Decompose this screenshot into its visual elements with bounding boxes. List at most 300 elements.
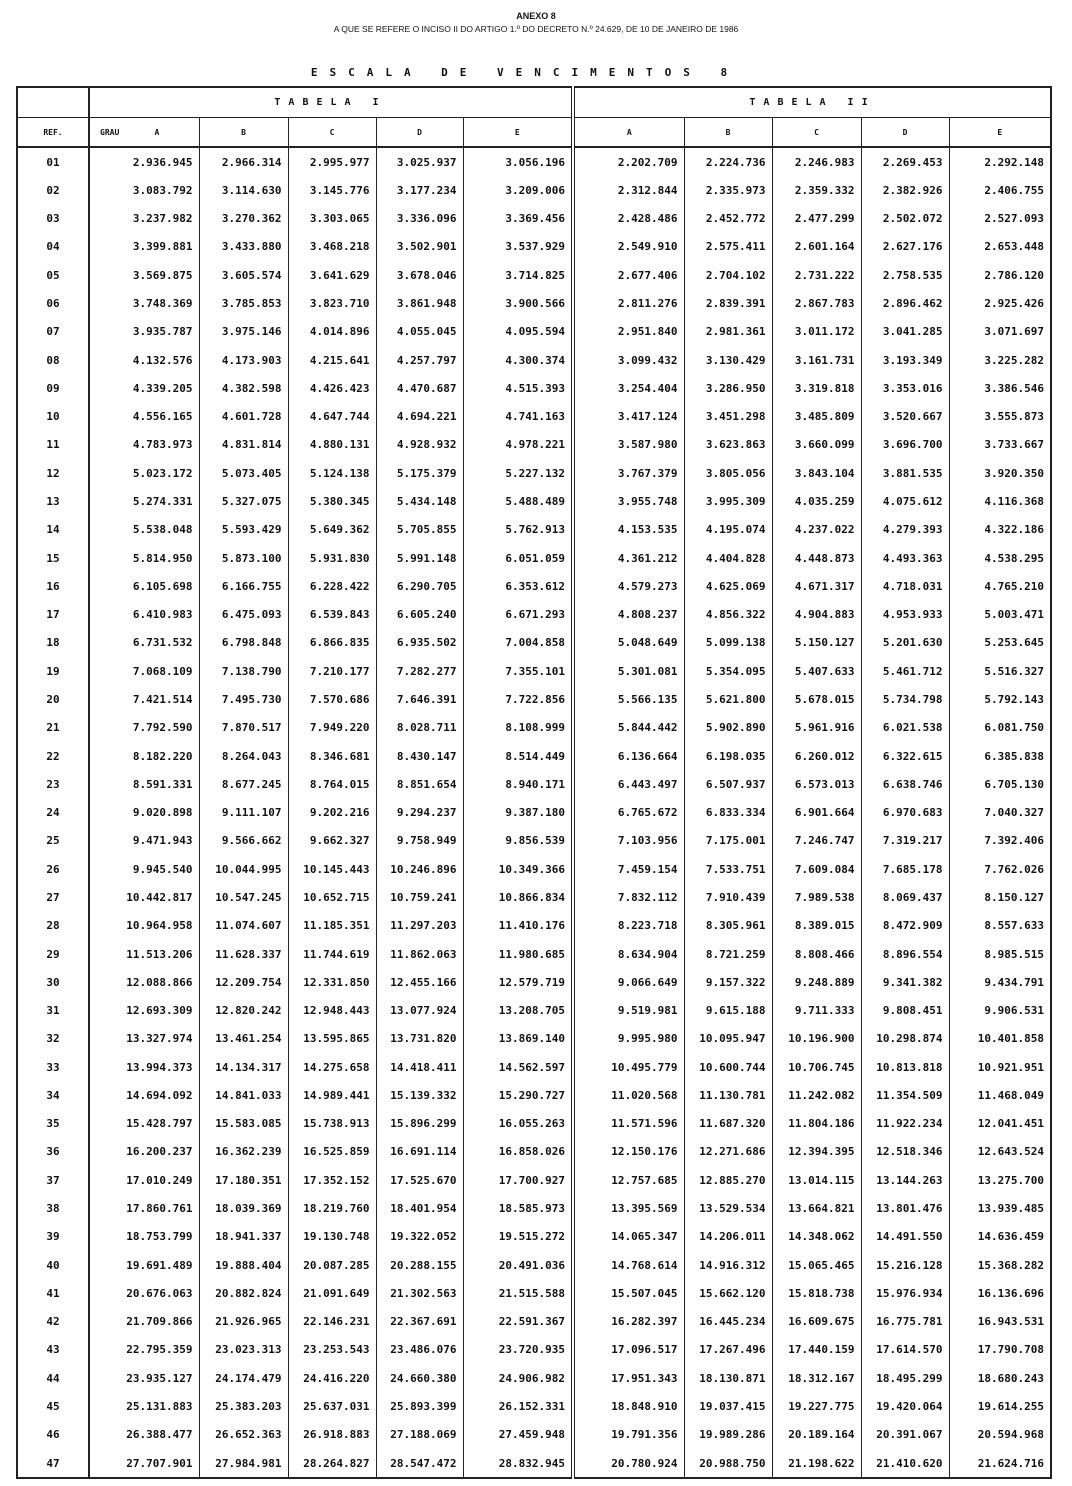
- value-cell: 8.677.245: [199, 770, 288, 798]
- value-cell: 26.918.883: [288, 1421, 376, 1449]
- table-row: [17, 1166, 1051, 1194]
- value-cell: 13.801.476: [861, 1194, 949, 1222]
- value-cell: 13.327.974: [89, 1025, 199, 1053]
- value-cell: 4.075.612: [861, 487, 949, 515]
- value-cell: 3.417.124: [573, 403, 684, 431]
- table-row: [17, 742, 1051, 770]
- value-cell: 8.346.681: [288, 742, 376, 770]
- ref-cell: 38: [17, 1194, 89, 1222]
- value-cell: 14.275.658: [288, 1053, 376, 1081]
- value-cell: 4.470.687: [376, 374, 463, 402]
- ref-cell: 47: [17, 1449, 89, 1478]
- value-cell: 8.557.633: [949, 912, 1051, 940]
- value-cell: 25.637.031: [288, 1392, 376, 1420]
- value-cell: 4.055.045: [376, 318, 463, 346]
- value-cell: 9.758.949: [376, 827, 463, 855]
- table-column-header: [17, 118, 1051, 148]
- value-cell: 21.624.716: [949, 1449, 1051, 1478]
- ref-cell: 29: [17, 940, 89, 968]
- value-cell: 8.264.043: [199, 742, 288, 770]
- value-cell: 10.442.817: [89, 883, 199, 911]
- value-cell: 2.995.977: [288, 147, 376, 176]
- value-cell: 12.041.451: [949, 1110, 1051, 1138]
- ref-cell: 32: [17, 1025, 89, 1053]
- value-cell: 6.765.672: [573, 798, 684, 826]
- value-cell: 4.928.932: [376, 431, 463, 459]
- value-cell: 7.103.956: [573, 827, 684, 855]
- value-cell: 3.605.574: [199, 261, 288, 289]
- table-row: [17, 1336, 1051, 1364]
- value-cell: 19.791.356: [573, 1421, 684, 1449]
- value-cell: 4.765.210: [949, 572, 1051, 600]
- table-row: [17, 374, 1051, 402]
- value-cell: 13.275.700: [949, 1166, 1051, 1194]
- value-cell: 8.150.127: [949, 883, 1051, 911]
- table-row: [17, 1138, 1051, 1166]
- tabela-1-title: TABELA I: [89, 87, 573, 118]
- value-cell: 4.904.883: [772, 601, 861, 629]
- value-cell: 7.068.109: [89, 657, 199, 685]
- table-row: [17, 1110, 1051, 1138]
- value-cell: 17.700.927: [463, 1166, 573, 1194]
- value-cell: 6.833.334: [684, 798, 772, 826]
- value-cell: 24.174.479: [199, 1364, 288, 1392]
- value-cell: 7.459.154: [573, 855, 684, 883]
- value-cell: 9.808.451: [861, 996, 949, 1024]
- value-cell: 3.569.875: [89, 261, 199, 289]
- value-cell: 9.906.531: [949, 996, 1051, 1024]
- value-cell: 3.823.710: [288, 289, 376, 317]
- value-cell: 14.134.317: [199, 1053, 288, 1081]
- value-cell: 5.407.633: [772, 657, 861, 685]
- value-cell: 3.011.172: [772, 318, 861, 346]
- ref-cell: 10: [17, 403, 89, 431]
- value-cell: 22.146.231: [288, 1308, 376, 1336]
- value-cell: 13.731.820: [376, 1025, 463, 1053]
- value-cell: 3.099.432: [573, 346, 684, 374]
- value-cell: 26.652.363: [199, 1421, 288, 1449]
- value-cell: 10.964.958: [89, 912, 199, 940]
- table-row: [17, 1392, 1051, 1420]
- table-row: [17, 1308, 1051, 1336]
- value-cell: 3.881.535: [861, 459, 949, 487]
- value-cell: 15.662.120: [684, 1279, 772, 1307]
- value-cell: 4.515.393: [463, 374, 573, 402]
- value-cell: 25.383.203: [199, 1392, 288, 1420]
- value-cell: 7.421.514: [89, 685, 199, 713]
- value-cell: 2.452.772: [684, 205, 772, 233]
- column-header-tabela1-e: E: [463, 118, 573, 148]
- ref-cell: 12: [17, 459, 89, 487]
- value-cell: 6.638.746: [861, 770, 949, 798]
- value-cell: 16.200.237: [89, 1138, 199, 1166]
- value-cell: 2.527.093: [949, 205, 1051, 233]
- value-cell: 20.087.285: [288, 1251, 376, 1279]
- value-cell: 2.936.945: [89, 147, 199, 176]
- value-cell: 3.748.369: [89, 289, 199, 317]
- value-cell: 7.609.084: [772, 855, 861, 883]
- value-cell: 6.901.664: [772, 798, 861, 826]
- value-cell: 5.461.712: [861, 657, 949, 685]
- value-cell: 3.900.566: [463, 289, 573, 317]
- value-cell: 22.795.359: [89, 1336, 199, 1364]
- value-cell: 5.227.132: [463, 459, 573, 487]
- ref-cell: 40: [17, 1251, 89, 1279]
- value-cell: 3.660.099: [772, 431, 861, 459]
- ref-cell: 36: [17, 1138, 89, 1166]
- value-cell: 9.856.539: [463, 827, 573, 855]
- value-cell: 4.195.074: [684, 516, 772, 544]
- value-cell: 8.985.515: [949, 940, 1051, 968]
- value-cell: 27.188.069: [376, 1421, 463, 1449]
- value-cell: 4.426.423: [288, 374, 376, 402]
- value-cell: 3.286.950: [684, 374, 772, 402]
- value-cell: 5.678.015: [772, 685, 861, 713]
- value-cell: 6.260.012: [772, 742, 861, 770]
- ref-cell: 31: [17, 996, 89, 1024]
- ref-cell: 18: [17, 629, 89, 657]
- value-cell: 2.601.164: [772, 233, 861, 261]
- table-row: [17, 147, 1051, 176]
- value-cell: 10.044.995: [199, 855, 288, 883]
- column-header-tabela2-d: D: [861, 118, 949, 148]
- value-cell: 2.951.840: [573, 318, 684, 346]
- table-row: [17, 318, 1051, 346]
- value-cell: 4.694.221: [376, 403, 463, 431]
- value-cell: 3.678.046: [376, 261, 463, 289]
- value-cell: 3.145.776: [288, 176, 376, 204]
- value-cell: 12.394.395: [772, 1138, 861, 1166]
- value-cell: 10.495.779: [573, 1053, 684, 1081]
- value-cell: 24.906.982: [463, 1364, 573, 1392]
- value-cell: 2.966.314: [199, 147, 288, 176]
- value-cell: 13.664.821: [772, 1194, 861, 1222]
- table-row: [17, 176, 1051, 204]
- table-row: [17, 572, 1051, 600]
- value-cell: 5.991.148: [376, 544, 463, 572]
- value-cell: 7.989.538: [772, 883, 861, 911]
- value-cell: 3.433.880: [199, 233, 288, 261]
- value-cell: 3.451.298: [684, 403, 772, 431]
- value-cell: 7.685.178: [861, 855, 949, 883]
- value-cell: 19.989.286: [684, 1421, 772, 1449]
- value-cell: 10.401.858: [949, 1025, 1051, 1053]
- value-cell: 2.502.072: [861, 205, 949, 233]
- value-cell: 7.792.590: [89, 714, 199, 742]
- value-cell: 4.625.069: [684, 572, 772, 600]
- value-cell: 6.866.835: [288, 629, 376, 657]
- value-cell: 6.798.848: [199, 629, 288, 657]
- value-cell: 2.925.426: [949, 289, 1051, 317]
- value-cell: 6.539.843: [288, 601, 376, 629]
- value-cell: 12.757.685: [573, 1166, 684, 1194]
- value-cell: 3.714.825: [463, 261, 573, 289]
- value-cell: 14.348.062: [772, 1223, 861, 1251]
- value-cell: 3.641.629: [288, 261, 376, 289]
- table-row: [17, 459, 1051, 487]
- value-cell: 3.935.787: [89, 318, 199, 346]
- value-cell: 9.111.107: [199, 798, 288, 826]
- value-cell: 4.173.903: [199, 346, 288, 374]
- value-cell: 3.237.982: [89, 205, 199, 233]
- value-cell: 5.354.095: [684, 657, 772, 685]
- value-cell: 6.198.035: [684, 742, 772, 770]
- value-cell: 2.335.973: [684, 176, 772, 204]
- value-cell: 12.150.176: [573, 1138, 684, 1166]
- value-cell: 8.851.654: [376, 770, 463, 798]
- value-cell: 3.955.748: [573, 487, 684, 515]
- value-cell: 19.322.052: [376, 1223, 463, 1251]
- value-cell: 17.352.152: [288, 1166, 376, 1194]
- value-cell: 4.448.873: [772, 544, 861, 572]
- value-cell: 16.609.675: [772, 1308, 861, 1336]
- value-cell: 5.003.471: [949, 601, 1051, 629]
- table-row: [17, 1279, 1051, 1307]
- ref-cell: 17: [17, 601, 89, 629]
- value-cell: 11.571.596: [573, 1110, 684, 1138]
- value-cell: 6.573.013: [772, 770, 861, 798]
- value-cell: 7.319.217: [861, 827, 949, 855]
- table-row: [17, 770, 1051, 798]
- value-cell: 11.687.320: [684, 1110, 772, 1138]
- value-cell: 17.790.708: [949, 1336, 1051, 1364]
- value-cell: 17.860.761: [89, 1194, 199, 1222]
- ref-cell: 02: [17, 176, 89, 204]
- value-cell: 3.805.056: [684, 459, 772, 487]
- value-cell: 6.475.093: [199, 601, 288, 629]
- value-cell: 25.893.399: [376, 1392, 463, 1420]
- ref-cell: 04: [17, 233, 89, 261]
- value-cell: 2.477.299: [772, 205, 861, 233]
- value-cell: 15.976.934: [861, 1279, 949, 1307]
- value-cell: 5.488.489: [463, 487, 573, 515]
- value-cell: 8.108.999: [463, 714, 573, 742]
- ref-cell: 28: [17, 912, 89, 940]
- value-cell: 5.566.135: [573, 685, 684, 713]
- value-cell: 14.206.011: [684, 1223, 772, 1251]
- value-cell: 10.196.900: [772, 1025, 861, 1053]
- table-row: [17, 544, 1051, 572]
- value-cell: 14.065.347: [573, 1223, 684, 1251]
- value-cell: 14.491.550: [861, 1223, 949, 1251]
- value-cell: 19.515.272: [463, 1223, 573, 1251]
- ref-cell: 39: [17, 1223, 89, 1251]
- value-cell: 4.856.322: [684, 601, 772, 629]
- value-cell: 14.418.411: [376, 1053, 463, 1081]
- value-cell: 28.264.827: [288, 1449, 376, 1478]
- value-cell: 15.428.797: [89, 1110, 199, 1138]
- value-cell: 15.818.738: [772, 1279, 861, 1307]
- column-header-tabela2-a: A: [573, 118, 684, 148]
- value-cell: 9.434.791: [949, 968, 1051, 996]
- value-cell: 3.485.809: [772, 403, 861, 431]
- value-cell: 12.271.686: [684, 1138, 772, 1166]
- value-cell: 9.566.662: [199, 827, 288, 855]
- ref-cell: 20: [17, 685, 89, 713]
- value-cell: 9.995.980: [573, 1025, 684, 1053]
- value-cell: 3.920.350: [949, 459, 1051, 487]
- ref-cell: 30: [17, 968, 89, 996]
- value-cell: 2.202.709: [573, 147, 684, 176]
- value-cell: 5.705.855: [376, 516, 463, 544]
- value-cell: 9.519.981: [573, 996, 684, 1024]
- value-cell: 2.549.910: [573, 233, 684, 261]
- value-cell: 20.189.164: [772, 1421, 861, 1449]
- table-row: [17, 629, 1051, 657]
- value-cell: 22.367.691: [376, 1308, 463, 1336]
- value-cell: 22.591.367: [463, 1308, 573, 1336]
- value-cell: 3.386.546: [949, 374, 1051, 402]
- value-cell: 4.718.031: [861, 572, 949, 600]
- value-cell: 8.223.718: [573, 912, 684, 940]
- value-cell: 12.331.850: [288, 968, 376, 996]
- value-cell: 2.811.276: [573, 289, 684, 317]
- value-cell: 4.808.237: [573, 601, 684, 629]
- value-cell: 6.290.705: [376, 572, 463, 600]
- value-cell: 5.380.345: [288, 487, 376, 515]
- value-cell: 4.132.576: [89, 346, 199, 374]
- value-cell: 4.035.259: [772, 487, 861, 515]
- value-cell: 4.339.205: [89, 374, 199, 402]
- ref-cell: 09: [17, 374, 89, 402]
- value-cell: 16.525.859: [288, 1138, 376, 1166]
- value-cell: 15.738.913: [288, 1110, 376, 1138]
- value-cell: 5.762.913: [463, 516, 573, 544]
- value-cell: 14.989.441: [288, 1081, 376, 1109]
- value-cell: 18.585.973: [463, 1194, 573, 1222]
- table-row: [17, 685, 1051, 713]
- table-row: [17, 1251, 1051, 1279]
- table-row: [17, 996, 1051, 1024]
- value-cell: 5.649.362: [288, 516, 376, 544]
- value-cell: 7.040.327: [949, 798, 1051, 826]
- value-cell: 20.288.155: [376, 1251, 463, 1279]
- value-cell: 12.820.242: [199, 996, 288, 1024]
- value-cell: 12.518.346: [861, 1138, 949, 1166]
- value-cell: 18.130.871: [684, 1364, 772, 1392]
- value-cell: 4.579.273: [573, 572, 684, 600]
- value-cell: 12.579.719: [463, 968, 573, 996]
- value-cell: 4.237.022: [772, 516, 861, 544]
- ref-cell: 26: [17, 855, 89, 883]
- value-cell: 10.921.951: [949, 1053, 1051, 1081]
- value-cell: 6.507.937: [684, 770, 772, 798]
- value-cell: 13.595.865: [288, 1025, 376, 1053]
- value-cell: 3.353.016: [861, 374, 949, 402]
- value-cell: 10.866.834: [463, 883, 573, 911]
- value-cell: 8.940.171: [463, 770, 573, 798]
- grau-a-label: A: [154, 127, 160, 137]
- value-cell: 7.246.747: [772, 827, 861, 855]
- ref-cell: 14: [17, 516, 89, 544]
- value-cell: 11.130.781: [684, 1081, 772, 1109]
- value-cell: 15.290.727: [463, 1081, 573, 1109]
- value-cell: 4.279.393: [861, 516, 949, 544]
- value-cell: 13.869.140: [463, 1025, 573, 1053]
- value-cell: 7.646.391: [376, 685, 463, 713]
- value-cell: 6.136.664: [573, 742, 684, 770]
- value-cell: 3.056.196: [463, 147, 573, 176]
- value-cell: 2.575.411: [684, 233, 772, 261]
- ref-cell: 25: [17, 827, 89, 855]
- value-cell: 6.322.615: [861, 742, 949, 770]
- value-cell: 23.023.313: [199, 1336, 288, 1364]
- value-cell: 14.768.614: [573, 1251, 684, 1279]
- value-cell: 15.216.128: [861, 1251, 949, 1279]
- table-row: [17, 205, 1051, 233]
- value-cell: 27.707.901: [89, 1449, 199, 1478]
- value-cell: 9.341.382: [861, 968, 949, 996]
- ref-cell: 19: [17, 657, 89, 685]
- table-row: [17, 940, 1051, 968]
- value-cell: 5.274.331: [89, 487, 199, 515]
- value-cell: 4.741.163: [463, 403, 573, 431]
- value-cell: 14.916.312: [684, 1251, 772, 1279]
- value-cell: 18.941.337: [199, 1223, 288, 1251]
- value-cell: 6.731.532: [89, 629, 199, 657]
- table-row: [17, 827, 1051, 855]
- ref-cell: 41: [17, 1279, 89, 1307]
- value-cell: 5.792.143: [949, 685, 1051, 713]
- value-cell: 9.615.188: [684, 996, 772, 1024]
- value-cell: 13.208.705: [463, 996, 573, 1024]
- value-cell: 6.166.755: [199, 572, 288, 600]
- value-cell: 3.041.285: [861, 318, 949, 346]
- value-cell: 6.605.240: [376, 601, 463, 629]
- value-cell: 21.709.866: [89, 1308, 199, 1336]
- value-cell: 6.671.293: [463, 601, 573, 629]
- value-cell: 3.733.667: [949, 431, 1051, 459]
- value-cell: 21.302.563: [376, 1279, 463, 1307]
- value-cell: 2.269.453: [861, 147, 949, 176]
- value-cell: 14.694.092: [89, 1081, 199, 1109]
- value-cell: 4.493.363: [861, 544, 949, 572]
- ref-cell: 44: [17, 1364, 89, 1392]
- value-cell: 16.858.026: [463, 1138, 573, 1166]
- value-cell: 9.387.180: [463, 798, 573, 826]
- value-cell: 11.922.234: [861, 1110, 949, 1138]
- value-cell: 9.066.649: [573, 968, 684, 996]
- table-body: [17, 147, 1051, 1478]
- value-cell: 17.525.670: [376, 1166, 463, 1194]
- value-cell: 3.303.065: [288, 205, 376, 233]
- value-cell: 12.693.309: [89, 996, 199, 1024]
- ref-cell: 15: [17, 544, 89, 572]
- value-cell: 7.355.101: [463, 657, 573, 685]
- value-cell: 18.039.369: [199, 1194, 288, 1222]
- value-cell: 8.472.909: [861, 912, 949, 940]
- value-cell: 5.150.127: [772, 629, 861, 657]
- value-cell: 6.935.502: [376, 629, 463, 657]
- value-cell: 11.020.568: [573, 1081, 684, 1109]
- value-cell: 11.862.063: [376, 940, 463, 968]
- value-cell: 9.662.327: [288, 827, 376, 855]
- value-cell: 6.385.838: [949, 742, 1051, 770]
- value-cell: 2.786.120: [949, 261, 1051, 289]
- tabela-2-title: TABELA II: [573, 87, 1051, 118]
- value-cell: 20.491.036: [463, 1251, 573, 1279]
- value-cell: 8.430.147: [376, 742, 463, 770]
- ref-cell: 37: [17, 1166, 89, 1194]
- value-cell: 4.601.728: [199, 403, 288, 431]
- value-cell: 3.555.873: [949, 403, 1051, 431]
- value-cell: 9.945.540: [89, 855, 199, 883]
- value-cell: 5.301.081: [573, 657, 684, 685]
- value-cell: 3.502.901: [376, 233, 463, 261]
- value-cell: 11.744.619: [288, 940, 376, 968]
- value-cell: 2.246.983: [772, 147, 861, 176]
- value-cell: 5.175.379: [376, 459, 463, 487]
